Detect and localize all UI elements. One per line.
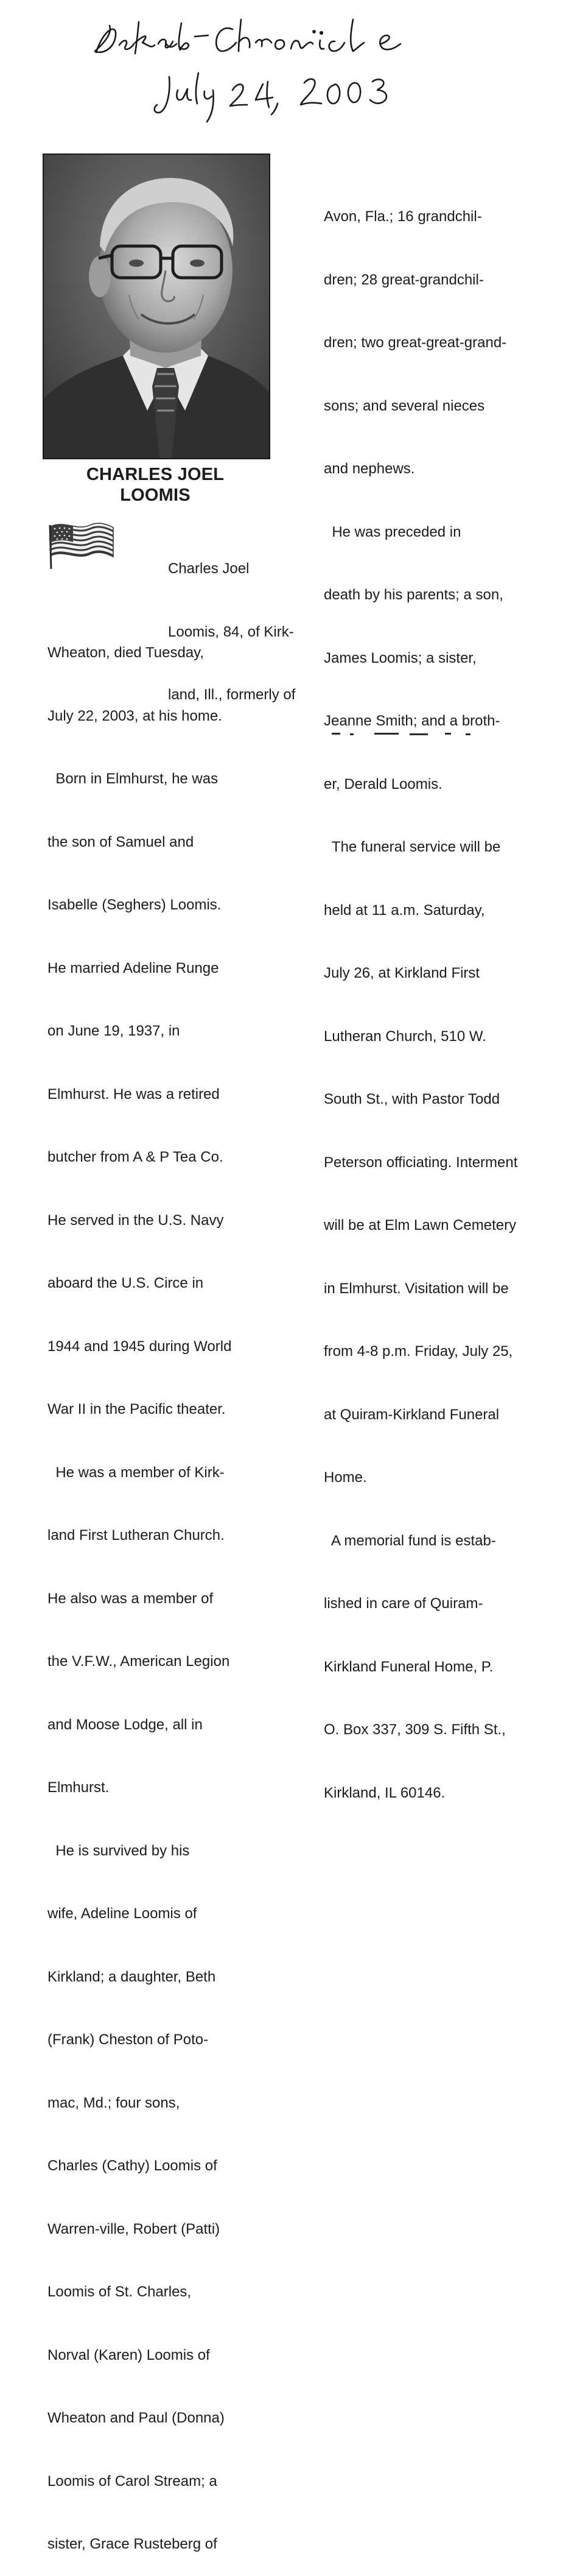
text-line: Wheaton and Paul (Donna) [47, 2410, 225, 2426]
text-line: butcher from A & P Tea Co. [47, 1149, 223, 1165]
text-line: the V.F.W., American Legion [47, 1653, 230, 1670]
text-line: Elmhurst. He was a retired [47, 1085, 220, 1103]
text-line: Born in Elmhurst, he was [47, 771, 219, 787]
name-line-1: CHARLES JOEL [86, 465, 225, 484]
portrait-photo [43, 154, 270, 459]
text-line: held at 11 a.m. Saturday, [324, 902, 485, 919]
text-line: South St., with Pastor Todd [324, 1091, 500, 1107]
clipped-text-strokes [326, 732, 496, 736]
text-line: Charles (Cathy) Loomis of [47, 2158, 217, 2174]
text-line: from 4-8 p.m. Friday, July 25, [324, 1343, 513, 1360]
text-line: sister, Grace Rusteberg of [47, 2536, 217, 2552]
us-flag-graphic [46, 519, 116, 570]
text-line: He served in the U.S. Navy [47, 1212, 224, 1229]
text-line: er, Derald Loomis. [324, 775, 442, 792]
text-line: Home. [324, 1469, 367, 1486]
text-line: July 26, at Kirkland First [324, 965, 480, 981]
text-line: will be at Elm Lawn Cemetery [324, 1217, 517, 1233]
text-line: Kirkland; a daughter, Beth [47, 1968, 216, 1985]
text-line: Isabelle (Seghers) Loomis. [47, 897, 222, 913]
text-line: Avon, Fla.; 16 grandchil- [324, 208, 482, 225]
text-line: Norval (Karen) Loomis of [47, 2346, 210, 2363]
us-flag-icon [46, 519, 116, 570]
text-line: A memorial fund is estab- [324, 1532, 496, 1549]
text-line: in Elmhurst. Visitation will be [324, 1280, 509, 1297]
text-line: dren; two great-great-grand- [324, 334, 507, 351]
text-line: aboard the U.S. Circe in [47, 1275, 204, 1291]
left-column-body [47, 601, 231, 2576]
text-line: Loomis of Carol Stream; a [47, 2472, 217, 2490]
text-line: 1944 and 1945 during World [47, 1338, 232, 1355]
text-line: sons; and several nieces [324, 397, 485, 414]
text-line: War II in the Pacific theater. [47, 1401, 226, 1417]
text-line: land First Lutheran Church. [47, 1527, 225, 1544]
right-column-body [324, 164, 517, 1825]
text-line: the son of Samuel and [47, 833, 194, 850]
handwritten-header [91, 5, 432, 127]
text-line: wife, Adeline Loomis of [47, 1905, 197, 1922]
text-line: July 22, 2003, at his home. [47, 707, 222, 724]
text-line: Peterson officiating. Interment [324, 1154, 518, 1171]
text-line: and Moose Lodge, all in [47, 1716, 203, 1733]
text-line: Wheaton, died Tuesday, [47, 644, 205, 661]
text-line: Elmhurst. [47, 1779, 110, 1796]
portrait-image [44, 155, 269, 458]
text-line: land, Ill., formerly of [168, 686, 296, 703]
text-line: and nephews. [324, 461, 415, 477]
text-line: Charles Joel [168, 560, 250, 577]
text-line: Loomis of St. Charles, [47, 2284, 192, 2300]
text-line: (Frank) Cheston of Poto- [47, 2031, 209, 2048]
text-line: James Loomis; a sister, [324, 649, 477, 666]
text-line: Warren-ville, Robert (Patti) [47, 2220, 220, 2237]
text-line: The funeral service will be [324, 839, 501, 855]
text-line: Jeanne Smith; and a broth- [324, 713, 500, 729]
obituary-name-heading [43, 464, 268, 506]
text-line: He married Adeline Runge [47, 959, 219, 976]
text-line: on June 19, 1937, in [47, 1023, 180, 1039]
text-line: at Quiram-Kirkland Funeral [324, 1406, 500, 1423]
text-line: O. Box 337, 309 S. Fifth St., [324, 1721, 506, 1738]
text-line: dren; 28 great-grandchil- [324, 271, 484, 288]
text-line: Loomis, 84, of Kirk- [168, 623, 294, 640]
text-line: Kirkland Funeral Home, P. [324, 1658, 494, 1675]
text-line: Kirkland, IL 60146. [324, 1784, 446, 1801]
text-line: death by his parents; a son, [324, 587, 503, 603]
text-line: lished in care of Quiram- [324, 1595, 483, 1612]
text-line: Lutheran Church, 510 W. [324, 1028, 486, 1045]
text-line: He was a member of Kirk- [47, 1464, 225, 1481]
clipped-text-fragment [326, 729, 496, 733]
name-line-2: LOOMIS [120, 485, 191, 505]
text-line: He also was a member of [47, 1590, 214, 1607]
text-line: He was preceded in [324, 523, 461, 540]
text-line: mac, Md.; four sons, [47, 2094, 180, 2111]
text-line: He is survived by his [47, 1842, 190, 1859]
handwritten-publication-and-date [91, 5, 432, 127]
